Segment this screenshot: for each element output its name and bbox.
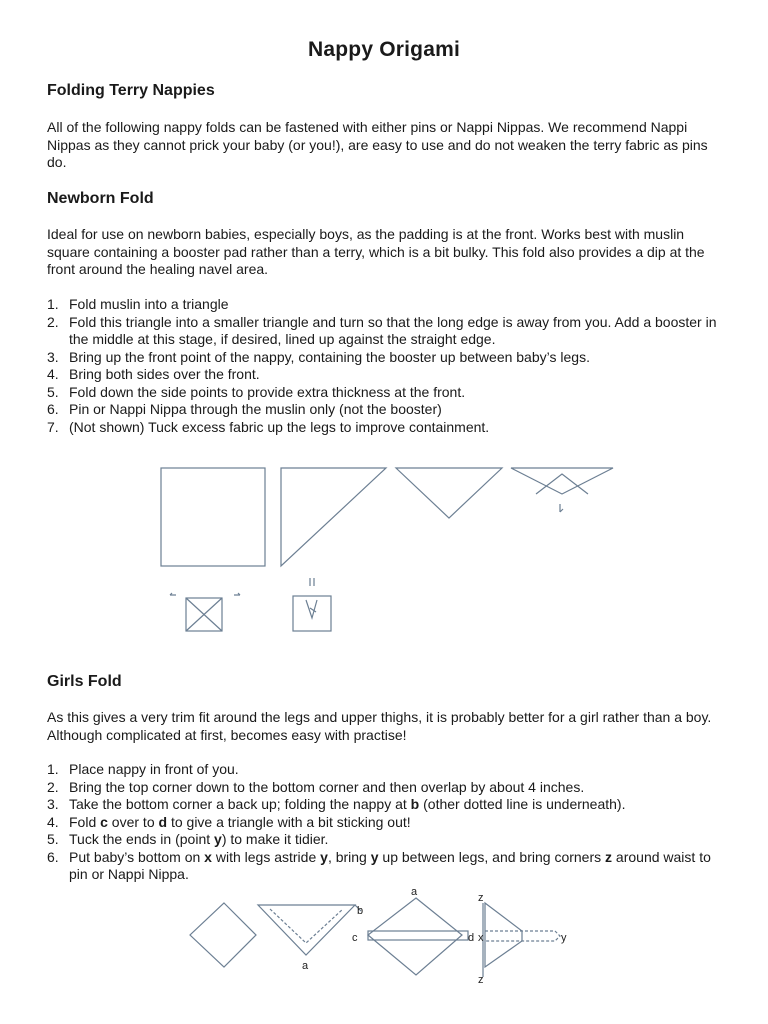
step-number: 4. <box>47 366 59 382</box>
newborn-step-5 <box>47 384 727 402</box>
step-text: Put baby’s bottom on x with legs astride y, bring y up between legs, and bring corners z around waist to pin or Nappi Nippa. <box>69 848 711 882</box>
step-number: 4. <box>47 813 59 830</box>
diagram-fold-line-b <box>270 909 343 943</box>
label-a-1: a <box>302 960 309 972</box>
step-number: 2. <box>47 778 59 795</box>
label-y: y <box>561 932 567 944</box>
girls-step-3 <box>47 796 727 814</box>
diagram-arrow-up-icon <box>560 504 563 512</box>
newborn-step-4 <box>47 366 727 384</box>
newborn-step-7 <box>47 419 727 437</box>
newborn-paragraph: Ideal for use on newborn babies, especially boys, as the padding is at the front. Works best with muslin square containing a booster pad rather than a terry, which is a bit bulky. This fold also provides a dip at the front around the healing navel area. <box>47 226 705 277</box>
diagram-diamond <box>190 903 256 967</box>
label-x: x <box>478 932 484 944</box>
label-b: b <box>357 905 364 917</box>
step-text: Fold this triangle into a smaller triangle and turn so that the long edge is away from you. Add a booster in the middle at this stage, if desired, lined up against the straight edge. <box>69 313 717 347</box>
newborn-fold-diagram <box>150 460 630 640</box>
diagram-arrow-right-icon <box>234 593 240 595</box>
girls-fold-diagram <box>180 885 600 990</box>
diagram-small-square-2 <box>293 596 331 631</box>
girls-paragraph: As this gives a very trim fit around the legs and upper thighs, it is probably better for a girl rather than a boy. Although complicated at first, becomes easy with practise! <box>47 709 712 743</box>
label-z-top: z <box>478 892 484 904</box>
step-text: Bring both sides over the front. <box>69 366 260 382</box>
girls-step-5 <box>47 831 727 849</box>
girls-step-2 <box>47 779 727 797</box>
step-text: Pin or Nappi Nippa through the muslin only (not the booster) <box>69 401 442 417</box>
step-text: Place nappy in front of you. <box>69 761 239 777</box>
step-number: 5. <box>47 831 59 847</box>
girls-step-6 <box>47 849 727 884</box>
diagram-small-square-1-folds <box>186 598 222 631</box>
diagram-triangle-2 <box>396 468 502 518</box>
intro-paragraph: All of the following nappy folds can be fastened with either pins or Nappi Nippas. We recommend Nappi Nippas as they cannot prick your baby (or you!), are easy to use and do not weaken the terry fabric as pins do. <box>47 119 708 170</box>
newborn-steps-list <box>47 296 727 436</box>
diagram-arrow-down-icon <box>310 578 314 586</box>
diagram-triangle-1 <box>281 468 386 566</box>
step-number: 1. <box>47 296 59 312</box>
diagram-diamond-fold <box>368 898 462 975</box>
label-c: c <box>352 932 358 944</box>
label-a-2: a <box>411 886 418 898</box>
page-title: Nappy Origami <box>308 38 460 61</box>
diagram-final-shape <box>485 903 522 967</box>
newborn-step-3 <box>47 349 727 367</box>
section-heading-folding-terry-nappies: Folding Terry Nappies <box>47 82 215 99</box>
step-number: 3. <box>47 796 59 812</box>
diagram-triangle-fold <box>258 905 355 955</box>
diagram-square <box>161 468 265 566</box>
step-number: 6. <box>47 401 59 417</box>
step-text: Bring up the front point of the nappy, containing the booster up between baby’s legs. <box>69 348 590 365</box>
step-number: 7. <box>47 418 59 435</box>
step-text: Bring the top corner down to the bottom corner and then overlap by about 4 inches. <box>69 778 585 795</box>
diagram-triangle-3 <box>511 468 613 494</box>
diagram-arrow-left-icon <box>170 593 176 595</box>
section-heading-girls-fold: Girls Fold <box>47 673 122 690</box>
step-text: (Not shown) Tuck excess fabric up the legs to improve containment. <box>69 418 490 435</box>
step-number: 3. <box>47 348 59 365</box>
newborn-step-1 <box>47 296 727 314</box>
step-text: Take the bottom corner a back up; folding the nappy at b (other dotted line is underneath). <box>69 796 626 812</box>
girls-steps-list <box>47 761 727 884</box>
label-z-bottom: z <box>478 974 484 986</box>
label-d: d <box>468 932 475 944</box>
step-text: Fold muslin into a triangle <box>69 296 229 312</box>
step-text: Fold down the side points to provide extra thickness at the front. <box>69 383 466 400</box>
step-number: 5. <box>47 383 59 400</box>
step-text: Tuck the ends in (point y) to make it tidier. <box>69 831 329 847</box>
step-text: Fold c over to d to give a triangle with a bit sticking out! <box>69 813 411 830</box>
girls-step-4 <box>47 814 727 832</box>
step-number: 6. <box>47 848 59 865</box>
newborn-step-6 <box>47 401 727 419</box>
step-number: 2. <box>47 313 59 330</box>
section-heading-newborn-fold: Newborn Fold <box>47 190 154 207</box>
diagram-band <box>368 931 468 940</box>
diagram-triangle-3-fold <box>536 474 588 494</box>
girls-step-1 <box>47 761 727 779</box>
step-number: 1. <box>47 761 59 777</box>
newborn-step-2 <box>47 314 727 349</box>
diagram-small-square-2-folds <box>306 600 317 618</box>
